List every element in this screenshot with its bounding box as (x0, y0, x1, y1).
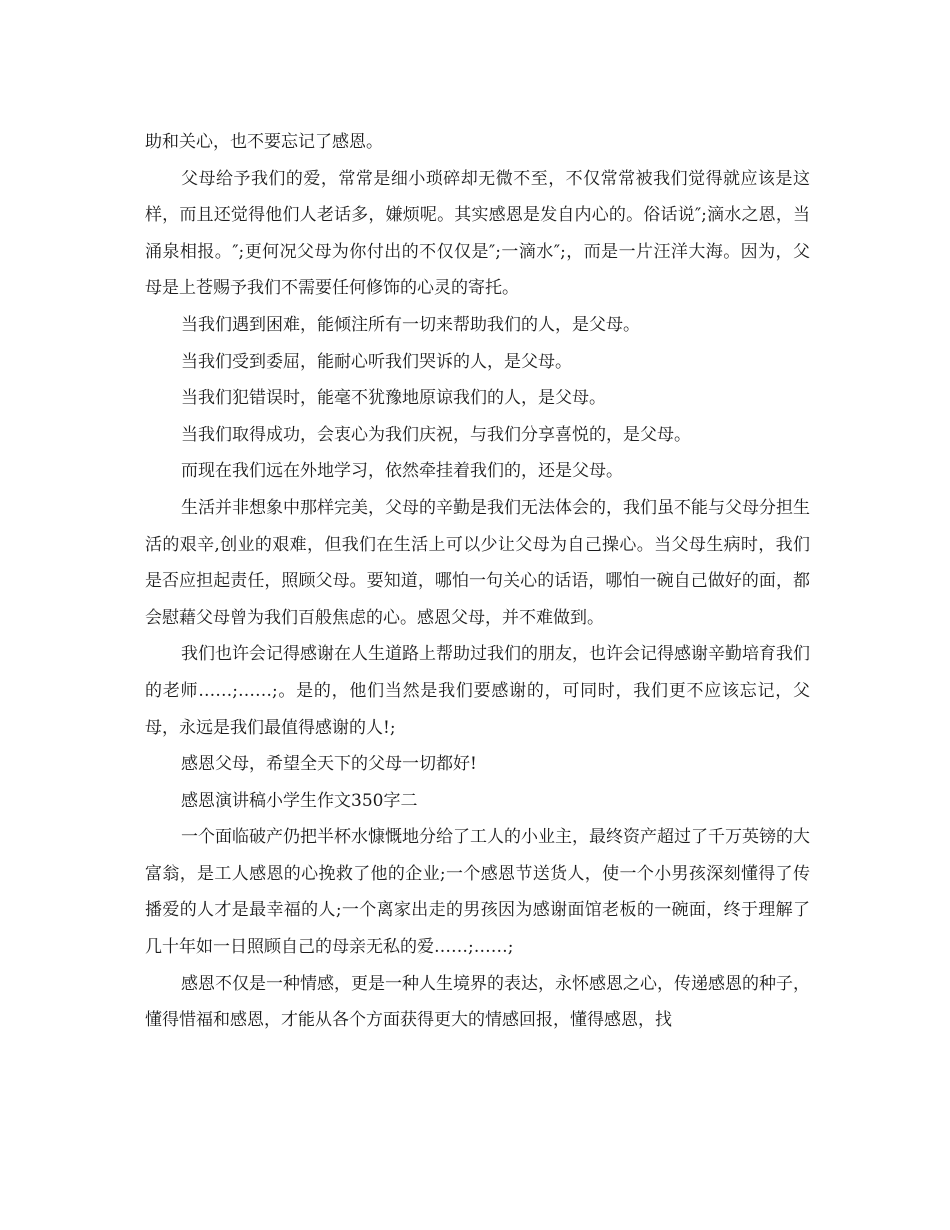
paragraph-parents-love: 父母给予我们的爱，常常是细小琐碎却无微不至，不仅常常被我们觉得就应该是这样，而且还觉得他们人老话多，嫌烦呢。其实感恩是发自内心的。俗话说″;滴水之恩，当涌泉相报。″;更何况父母为你付出的不仅仅是″;一滴水″;，而是一片汪洋大海。因为，父母是上苍赐予我们不需要任何修饰的心灵的寄托。 (145, 168, 810, 299)
paragraph-life-not-perfect: 生活并非想象中那样完美，父母的辛勤是我们无法体会的，我们虽不能与父母分担生活的艰辛,创业的艰难，但我们在生活上可以少让父母为自己操心。当父母生病时，我们是否应担起责任，照顾父母。要知道，哪怕一句关心的话语，哪怕一碗自己做好的面，都会慰藉父母曾为我们百般焦虑的心。感恩父母，并不难做到。 (145, 497, 810, 628)
paragraph-continuation: 助和关心，也不要忘记了感恩。 (145, 132, 383, 152)
paragraph-study-away: 而现在我们远在外地学习，依然牵挂着我们的，还是父母。 (181, 461, 623, 482)
paragraph-grievance: 当我们受到委屈，能耐心听我们哭诉的人，是父母。 (181, 351, 572, 372)
paragraph-stories: 一个面临破产仍把半杯水慷慨地分给了工人的小业主，最终资产超过了千万英镑的大富翁，是工人感恩的心挽救了他的企业;一个感恩节送货人，使一个小男孩深刻懂得了传播爱的人才是最幸福的人;一个离家出走的男孩因为感谢面馆老板的一碗面，终于理解了几十年如一日照顾自己的母亲无私的爱……;……; (145, 827, 810, 958)
paragraph-success: 当我们取得成功，会衷心为我们庆祝，与我们分享喜悦的，是父母。 (181, 424, 691, 445)
document-body (145, 124, 810, 1039)
section-heading: 感恩演讲稿小学生作文350字二 (181, 790, 418, 811)
paragraph-thank-friends: 我们也许会记得感谢在人生道路上帮助过我们的朋友，也许会记得感谢辛勤培育我们的老师……;……;。是的，他们当然是我们要感谢的，可同时，我们更不应该忘记，父母，永远是我们最值得感谢的人!; (145, 644, 810, 738)
paragraph-mistake: 当我们犯错误时，能毫不犹豫地原谅我们的人，是父母。 (181, 388, 606, 409)
paragraph-wish: 感恩父母，希望全天下的父母一切都好! (181, 754, 477, 775)
paragraph-gratitude-emotion: 感恩不仅是一种情感，更是一种人生境界的表达，永怀感恩之心，传递感恩的种子，懂得惜福和感恩，才能从各个方面获得更大的情感回报，懂得感恩，找 (145, 973, 810, 1031)
paragraph-difficulty: 当我们遇到困难，能倾注所有一切来帮助我们的人，是父母。 (181, 314, 640, 335)
